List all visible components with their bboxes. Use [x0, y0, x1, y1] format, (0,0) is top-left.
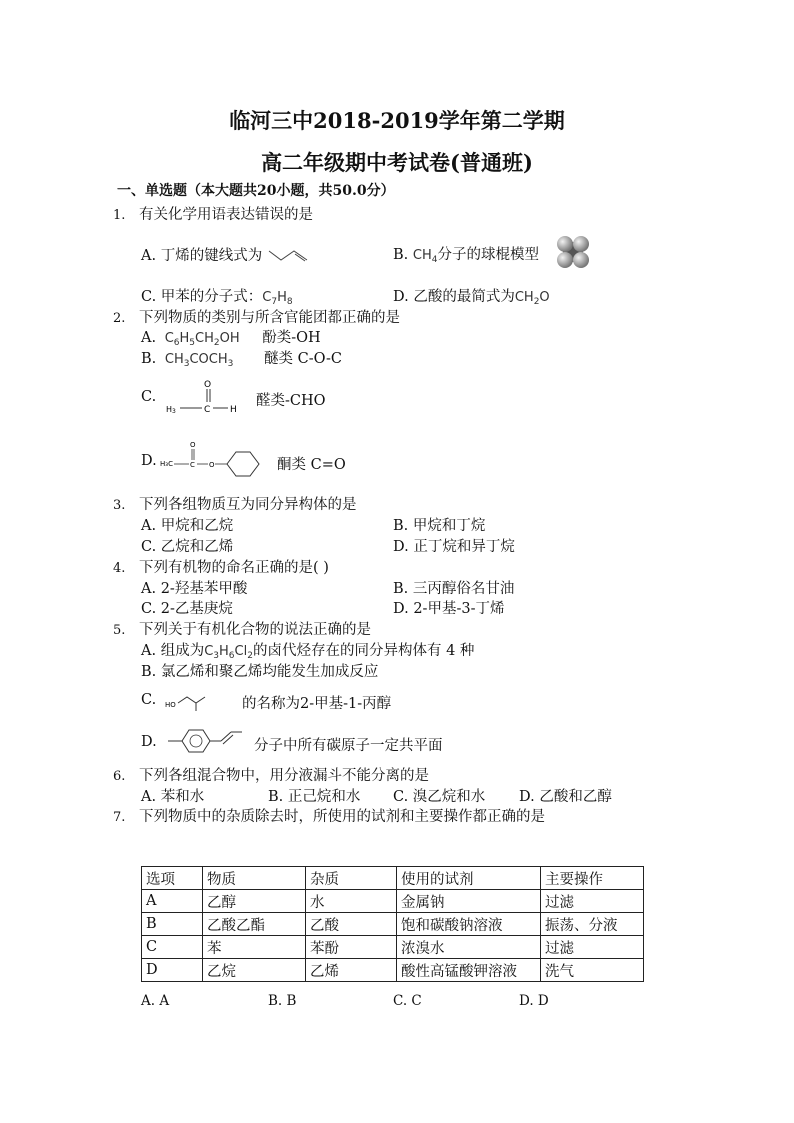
q3-option-c: C. 乙烷和乙烯 [141, 539, 234, 555]
butene-skeletal-icon [267, 247, 319, 263]
svg-text:HO: HO [165, 701, 176, 709]
q5-option-c-label: C. [141, 692, 157, 708]
svg-text:O: O [209, 461, 215, 469]
table-cell: 浓溴水 [397, 936, 541, 959]
table-row [142, 890, 644, 913]
question-2-text: 下列物质的类别与所含官能团都正确的是 [139, 310, 400, 326]
q3-option-d: D. 正丁烷和异丁烷 [393, 539, 515, 555]
q4-option-c: C. 2-乙基庚烷 [141, 601, 233, 617]
q5-option-d-desc: 分子中所有碳原子一定共平面 [254, 738, 443, 754]
q3-option-a: A. 甲烷和乙烷 [141, 518, 234, 534]
q6-option-d: D. 乙酸和乙醇 [519, 789, 612, 805]
q2-option-b: B. $CH_3COCH_3$ 醚类 C-O-C [141, 351, 342, 369]
svg-text:H3: H3 [166, 405, 176, 415]
q2-option-d-desc: 酮类 C=O [277, 457, 346, 473]
q3-option-b: B. 甲烷和丁烷 [393, 518, 486, 534]
q7-option-d: D. D [519, 993, 549, 1009]
table-cell: 乙烯 [306, 959, 397, 982]
table-cell: A [142, 890, 203, 913]
q7-option-b: B. B [268, 993, 297, 1009]
question-7: 7. 下列物质中的杂质除去时，所使用的试剂和主要操作都正确的是 [113, 809, 545, 825]
acetaldehyde-structure-icon [164, 378, 244, 418]
table-cell: 过滤 [541, 936, 644, 959]
q5-option-d-label: D. [141, 734, 157, 750]
table-cell: C [142, 936, 203, 959]
q6-option-b: B. 正己烷和水 [268, 789, 361, 805]
table-header-row [142, 867, 644, 890]
table-cell: 主要操作 [541, 867, 644, 890]
table-cell: 苯酚 [306, 936, 397, 959]
q2-option-c-desc: 醛类-CHO [256, 393, 326, 409]
table-cell: 乙烷 [203, 959, 306, 982]
svg-text:O: O [190, 441, 196, 449]
question-5: 5. 下列关于有机化合物的说法正确的是 [113, 622, 371, 638]
q1-option-a: A. 丁烯的键线式为 [141, 244, 319, 265]
table-row [142, 959, 644, 982]
q4-option-a: A. 2-羟基苯甲酸 [141, 581, 248, 597]
exam-title-line2: 高二年级期中考试卷(普通班) [261, 150, 533, 175]
question-4-text: 下列有机物的命名正确的是( ) [139, 560, 329, 576]
q4-option-b: B. 三丙醇俗名甘油 [393, 581, 515, 597]
svg-text:C: C [204, 405, 211, 415]
q1-option-b: B. $CH_4$分子的球棍模型 [393, 247, 539, 265]
table-cell: 洗气 [541, 959, 644, 982]
table-cell: 饱和碳酸钠溶液 [397, 913, 541, 936]
phenyl-acetate-structure-icon [159, 440, 269, 478]
table-cell: 苯 [203, 936, 306, 959]
table-cell: D [142, 959, 203, 982]
table-cell: 乙醇 [203, 890, 306, 913]
q1-option-d: D. 乙酸的最简式为$CH_2O$ [393, 289, 550, 307]
table-cell: 金属钠 [397, 890, 541, 913]
q6-option-a: A. 苯和水 [141, 789, 205, 805]
q2-option-a: A. $C_6H_5CH_2OH$ 酚类-OH [141, 330, 321, 348]
question-5-text: 下列关于有机化合物的说法正确的是 [139, 622, 371, 638]
table-cell: 选项 [142, 867, 203, 890]
table-cell: 酸性高锰酸钾溶液 [397, 959, 541, 982]
question-1: 1. 有关化学用语表达错误的是 [113, 207, 313, 223]
table-cell: 物质 [203, 867, 306, 890]
q2-option-c-label: C. [141, 389, 157, 405]
q5-option-c-desc: 的名称为2-甲基-1-丙醇 [242, 696, 392, 712]
q1-option-c: C. 甲苯的分子式：$C_7H_8$ [141, 289, 293, 307]
q7-option-a: A. A [141, 993, 170, 1009]
question-3-text: 下列各组物质互为同分异构体的是 [139, 497, 357, 513]
question-6-text: 下列各组混合物中，用分液漏斗不能分离的是 [139, 768, 429, 784]
table-cell: 杂质 [306, 867, 397, 890]
q2-option-d-label: D. [141, 453, 157, 469]
q5-option-a: A. 组成为$C_3H_6Cl_2$的卤代烃存在的同分异构体有 4 种 [141, 643, 475, 661]
q6-option-c: C. 溴乙烷和水 [393, 789, 486, 805]
question-6: 6. 下列各组混合物中，用分液漏斗不能分离的是 [113, 768, 429, 784]
exam-title-line1: 临河三中2018-2019学年第二学期 [229, 108, 565, 133]
impurity-removal-table [141, 866, 644, 982]
isobutanol-skeletal-icon [163, 686, 223, 712]
table-cell: 乙酸乙酯 [203, 913, 306, 936]
table-row [142, 936, 644, 959]
methane-ball-model-icon [555, 235, 591, 269]
table-cell: 振荡、分液 [541, 913, 644, 936]
svg-text:O: O [204, 380, 212, 390]
svg-text:H: H [230, 405, 237, 415]
table-cell: 使用的试剂 [397, 867, 541, 890]
table-cell: B [142, 913, 203, 936]
question-2: 2. 下列物质的类别与所含官能团都正确的是 [113, 310, 400, 326]
table-row [142, 913, 644, 936]
table-cell: 乙酸 [306, 913, 397, 936]
table-cell: 过滤 [541, 890, 644, 913]
section-heading: 一、单选题（本大题共20小题，共50.0分） [117, 183, 395, 199]
q7-option-c: C. C [393, 993, 422, 1009]
question-7-text: 下列物质中的杂质除去时，所使用的试剂和主要操作都正确的是 [139, 809, 545, 825]
propenylbenzene-methyl-icon [166, 726, 244, 756]
question-4: 4. 下列有机物的命名正确的是( ) [113, 560, 329, 576]
table-cell: 水 [306, 890, 397, 913]
svg-text:C: C [190, 461, 195, 469]
q5-option-b: B. 氯乙烯和聚乙烯均能发生加成反应 [141, 664, 379, 680]
q4-option-d: D. 2-甲基-3-丁烯 [393, 601, 505, 617]
question-3: 3. 下列各组物质互为同分异构体的是 [113, 497, 357, 513]
svg-text:H₃C: H₃C [160, 460, 173, 468]
question-1-text: 有关化学用语表达错误的是 [139, 207, 313, 223]
